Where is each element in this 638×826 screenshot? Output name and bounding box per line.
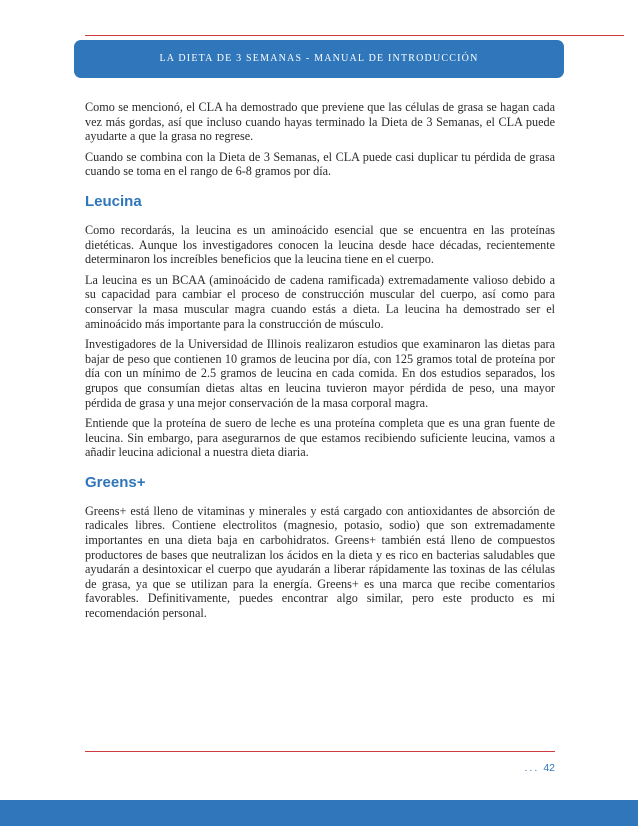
page-number-value: 42	[543, 762, 555, 774]
header-divider	[85, 35, 624, 36]
leucina-paragraph-1: Como recordarás, la leucina es un aminoácido esencial que se encuentra en las proteínas dietéticas. Aunque los investigadores conocen la leucina desde hace décadas, recientemente determinaron los increíbles beneficios que la leucina tiene en el cuerpo.	[85, 222, 555, 267]
section-heading-greens: Greens+	[85, 473, 146, 491]
header-bar	[74, 40, 564, 78]
intro-paragraph-2: Cuando se combina con la Dieta de 3 Semanas, el CLA puede casi duplicar tu pérdida de grasa cuando se toma en el rango de 6-8 gramos por día.	[85, 149, 555, 179]
intro-paragraph-1: Como se mencionó, el CLA ha demostrado que previene que las células de grasa se hagan cada vez más gordas, así que incluso cuando hayas terminado la Dieta de 3 Semanas, el CLA puede ayudarte a que la grasa no regrese.	[85, 100, 555, 144]
page-number	[500, 762, 555, 774]
page-content	[85, 100, 555, 627]
bottom-band	[0, 800, 638, 826]
section-heading-leucina: Leucina	[85, 192, 142, 210]
leucina-paragraph-3: Investigadores de la Universidad de Illinois realizaron estudios que examinaron las dietas para bajar de peso que contienen 10 gramos de leucina por día, con 125 gramos total de proteína por día con un mínimo de 2.5 gramos de leucina en cada comida. En dos estudios separados, los grupos que consumían dietas altas en leucina tuvieron mayor pérdida de peso, una mayor pérdida de grasa y una mejor conservación de la masa corporal magra.	[85, 337, 555, 410]
greens-paragraph-1: Greens+ está lleno de vitaminas y minerales y está cargado con antioxidantes de absorción de radicales libres. Contiene electrolitos (magnesio, potasio, sodio) que son extremadamente importantes en una dieta baja en carbohidratos. Greens+ también está lleno de compuestos productores de bases que neutralizan los ácidos en la dieta y es rico en bacterias saludables que ayudarán a desintoxicar el cuerpo que ayudarán a liberar rápidamente las toxinas de las células de grasa, ya que se utilizan para la energía. Greens+ es una marca que recibe comentarios favorables. Definitivamente, puedes encontrar algo similar, pero este producto es mi recomendación personal.	[85, 503, 555, 621]
footer-divider	[85, 751, 555, 752]
leucina-paragraph-4: Entiende que la proteína de suero de leche es una proteína completa que es una gran fuente de leucina. Sin embargo, para asegurarnos de que estamos recibiendo suficiente leucina, vamos a añadir leucina adicional a nuestra dieta diaria.	[85, 416, 555, 460]
leucina-paragraph-2: La leucina es un BCAA (aminoácido de cadena ramificada) extremadamente valioso debido a su capacidad para cambiar el proceso de construcción muscular del cuerpo, así como para conservar la masa muscular magra cuando estás a dieta. La leucina ha demostrado ser el aminoácido más importante para la construcción de músculo.	[85, 272, 555, 331]
page-number-dots: ...	[524, 762, 540, 774]
header-title: LA DIETA DE 3 SEMANAS - MANUAL DE INTRODUCCIÓN	[159, 53, 479, 64]
